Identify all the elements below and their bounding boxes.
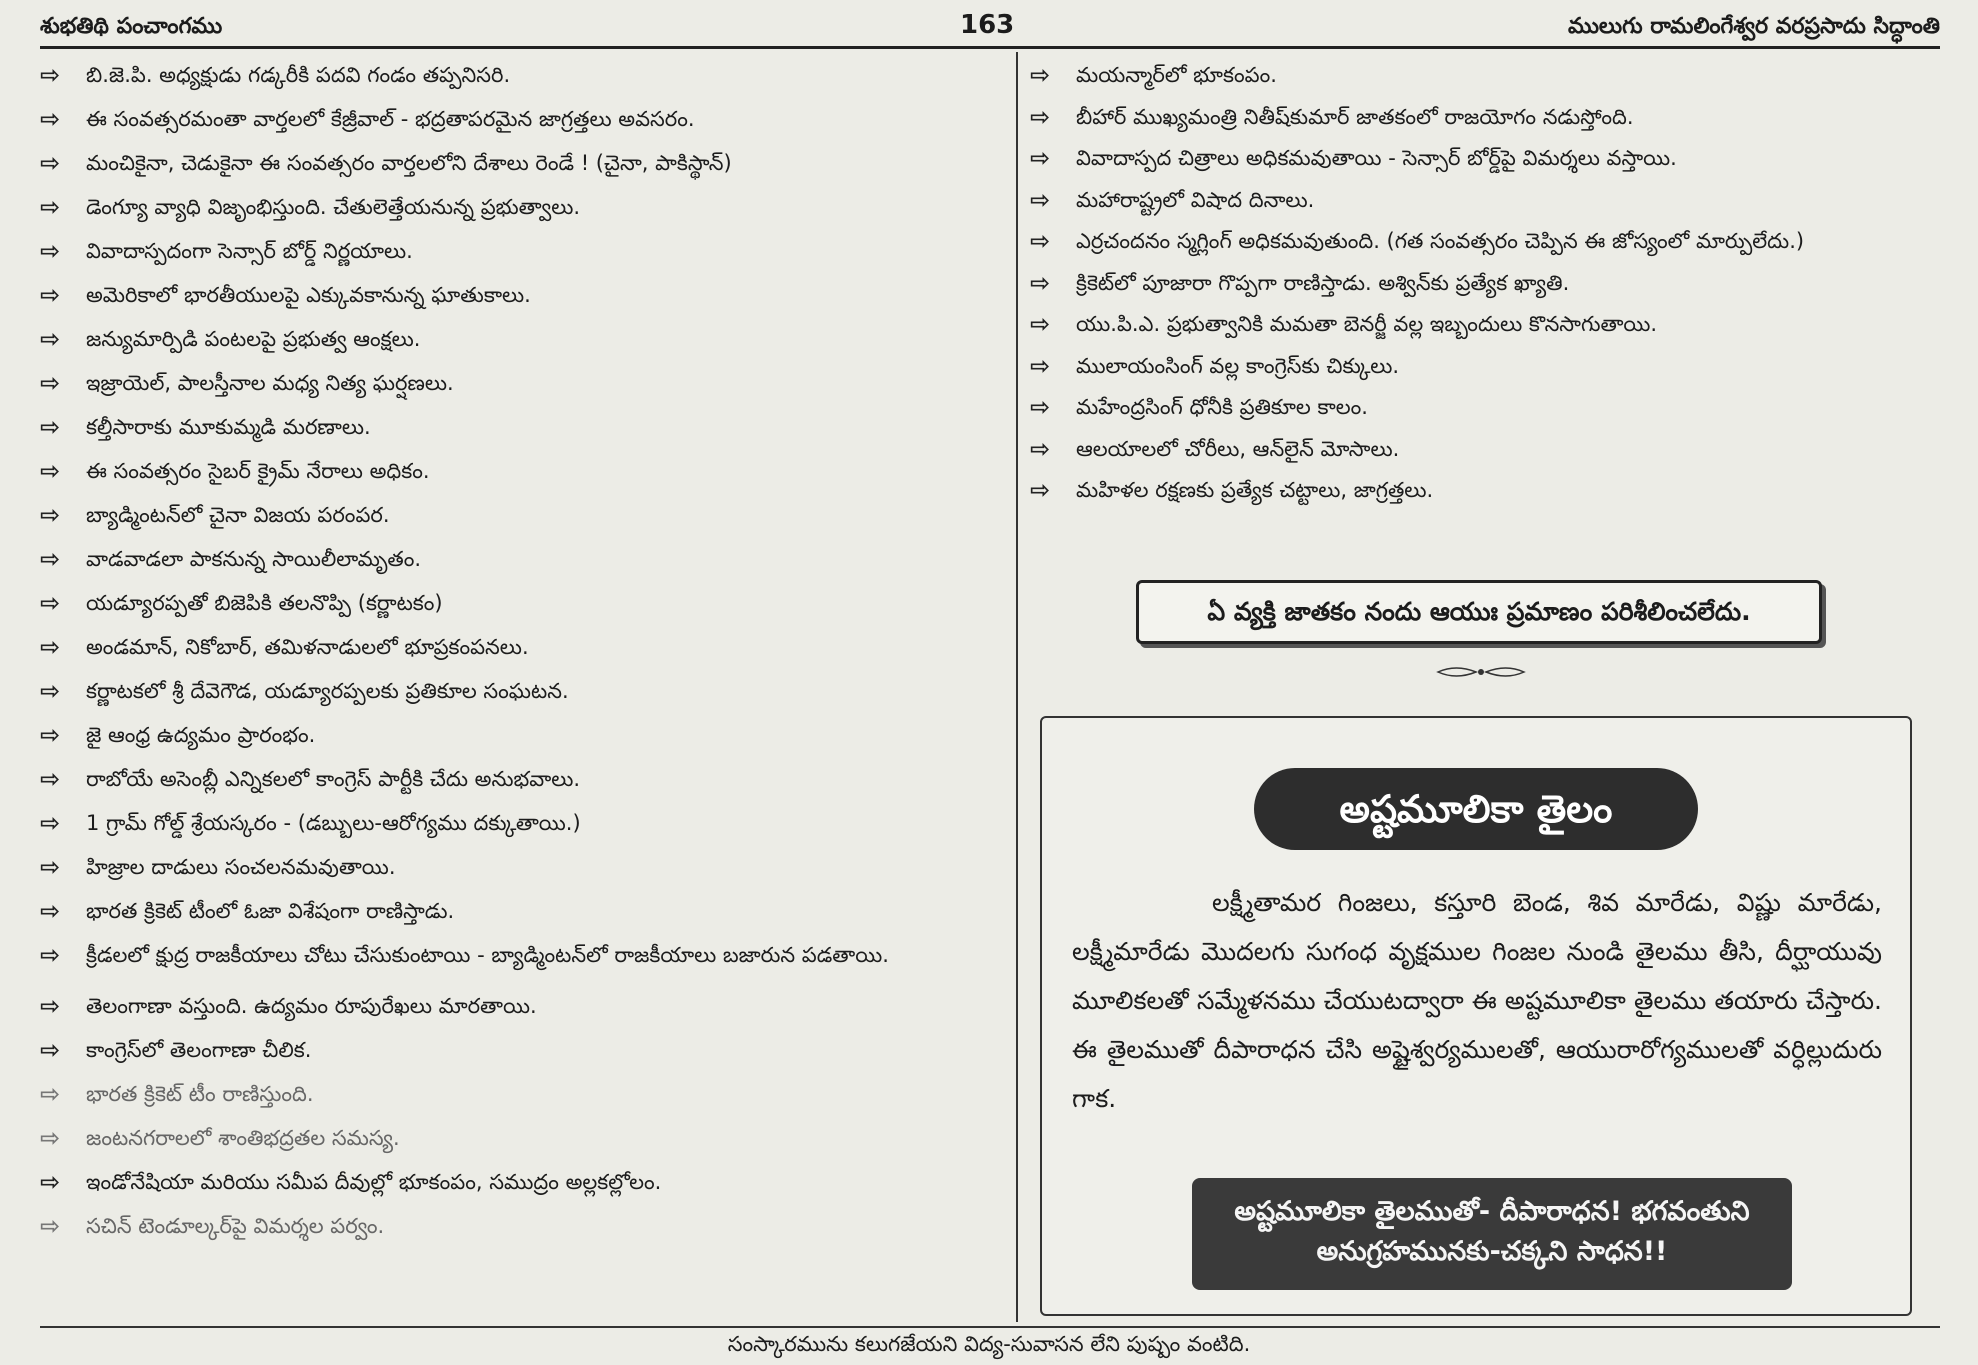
list-item [1030, 477, 1940, 503]
list-item [1030, 394, 1940, 420]
prediction-text: ములాయంసింగ్ వల్ల కాంగ్రెస్‌కు చిక్కులు. [1076, 353, 1400, 378]
arrow-icon: ⇨ [1030, 310, 1051, 338]
footer-quote: సంస్కారమును కలుగజేయని విద్య-సువాసన లేని పుష్పం వంటిది. [727, 1332, 1251, 1356]
arrow-icon: ⇨ [1030, 227, 1051, 255]
arrow-icon: ⇨ [1030, 393, 1051, 421]
list-item [40, 1169, 1000, 1195]
arrow-icon: ⇨ [40, 545, 61, 573]
prediction-text: మయన్మార్‌లో భూకంపం. [1076, 63, 1277, 87]
prediction-text: భారత క్రికెట్ టీం రాణిస్తుంది. [86, 1082, 314, 1106]
list-item [1030, 187, 1940, 213]
prediction-text: మహారాష్ట్రలో విషాద దినాలు. [1076, 187, 1315, 212]
prediction-text: కాంగ్రెస్‌లో తెలంగాణా చీలిక. [86, 1038, 312, 1062]
list-item [40, 854, 1000, 880]
list-item [1030, 228, 1940, 254]
arrow-icon: ⇨ [40, 809, 61, 837]
almanac-title: శుభతిథి పంచాంగము [40, 14, 223, 39]
arrow-icon: ⇨ [40, 633, 61, 661]
arrow-icon: ⇨ [40, 1168, 61, 1196]
list-item [40, 634, 1000, 660]
prediction-text: అండమాన్, నికోబార్, తమిళనాడులలో భూప్రకంపనలు. [86, 635, 529, 659]
arrow-icon: ⇨ [40, 61, 61, 89]
prediction-text: వివాదాస్పదంగా సెన్సార్ బోర్డ్ నిర్ణయాలు. [86, 239, 413, 263]
page-number: 163 [960, 10, 1015, 40]
arrow-icon: ⇨ [1030, 476, 1051, 504]
panel-banner [1192, 1178, 1792, 1290]
list-item [40, 62, 1000, 88]
list-item [1030, 270, 1940, 296]
page-header [40, 10, 1940, 46]
arrow-icon: ⇨ [40, 589, 61, 617]
list-item [40, 590, 1000, 616]
prediction-text: ఈ సంవత్సరం సైబర్ క్రైమ్ నేరాలు అధికం. [86, 459, 430, 483]
prediction-text: జై ఆంధ్ర ఉద్యమం ప్రారంభం. [86, 723, 316, 747]
prediction-text: సచిన్ టెండూల్కర్‌పై విమర్శల పర్వం. [86, 1214, 385, 1238]
prediction-text: అమెరికాలో భారతీయులపై ఎక్కువకానున్న ఘాతుకాలు. [86, 283, 531, 307]
list-item [1030, 353, 1940, 379]
prediction-text: తెలంగాణా వస్తుంది. ఉద్యమం రూపురేఖలు మారతాయి. [86, 994, 537, 1018]
list-item [40, 1125, 1000, 1151]
list-item [40, 898, 1000, 924]
list-item [40, 106, 1000, 132]
list-item [40, 414, 1000, 440]
prediction-text: మహేంద్రసింగ్ ధోనీకి ప్రతికూల కాలం. [1076, 395, 1368, 419]
prediction-text: 1 గ్రామ్ గోల్డ్ శ్రేయస్కరం - (డబ్బులు-ఆరోగ్యము దక్కుతాయి.) [86, 811, 581, 835]
arrow-icon: ⇨ [40, 992, 61, 1020]
arrow-icon: ⇨ [40, 501, 61, 529]
list-item [40, 810, 1000, 836]
list-item [40, 546, 1000, 572]
list-item [40, 722, 1000, 748]
arrow-icon: ⇨ [40, 721, 61, 749]
prediction-text: బ్యాడ్మింటన్‌లో చైనా విజయ పరంపర. [86, 503, 390, 527]
lifespan-note-box: ఏ వ్యక్తి జాతకం నందు ఆయుః ప్రమాణం పరిశీలించలేదు. [1136, 580, 1822, 644]
prediction-text: ఇజ్రాయెల్, పాలస్తీనాల మధ్య నిత్య ఘర్షణలు. [86, 371, 454, 395]
prediction-text: ఎర్రచందనం స్మగ్లింగ్ అధికమవుతుంది. (గత సంవత్సరం చెప్పిన ఈ జోస్యంలో మార్పులేదు.) [1076, 229, 1805, 253]
list-item [40, 370, 1000, 396]
header-divider [40, 46, 1940, 49]
arrow-icon: ⇨ [1030, 434, 1051, 463]
arrow-icon: ⇨ [40, 457, 61, 485]
arrow-icon: ⇨ [1030, 185, 1051, 214]
prediction-text: క్రికెట్‌లో పూజారా గొప్పగా రాణిస్తాడు. అశ్విన్‌కు ప్రత్యేక ఖ్యాతి. [1076, 270, 1570, 295]
arrow-icon: ⇨ [40, 897, 61, 925]
prediction-text: యు.పి.ఎ. ప్రభుత్వానికి మమతా బెనర్జీ వల్ల ఇబ్బందులు కొనసాగుతాయి. [1076, 312, 1658, 336]
prediction-text: జన్యుమార్పిడి పంటలపై ప్రభుత్వ ఆంక్షలు. [86, 327, 421, 351]
list-item [40, 458, 1000, 484]
prediction-text: క్రీడలలో క్షుద్ర రాజకీయాలు చోటు చేసుకుంటాయి - బ్యాడ్మింటన్‌లో రాజకీయాలు బజారున పడతాయి. [86, 943, 889, 967]
list-item [40, 194, 1000, 220]
arrow-icon: ⇨ [40, 765, 61, 793]
prediction-text: భారత క్రికెట్ టీంలో ఓజా విశేషంగా రాణిస్తాడు. [86, 899, 455, 923]
list-item [40, 1081, 1000, 1107]
prediction-text: రాబోయే అసెంబ్లీ ఎన్నికలలో కాంగ్రెస్ పార్టీకి చేదు అనుభవాలు. [86, 767, 581, 791]
prediction-text: కల్తీసారాకు మూకుమ్మడి మరణాలు. [86, 415, 371, 439]
list-item [1030, 104, 1940, 130]
prediction-text: ఇండోనేషియా మరియు సమీప దీవుల్లో భూకంపం, సముద్రం అల్లకల్లోలం. [86, 1170, 662, 1194]
list-item [40, 678, 1000, 704]
banner-line: అష్టమూలికా తైలముతో- దీపారాధన! భగవంతుని [1234, 1196, 1750, 1227]
banner-line: అనుగ్రహమునకు-చక్కని సాధన!! [1316, 1236, 1668, 1267]
arrow-icon: ⇨ [40, 1080, 61, 1108]
list-item [40, 502, 1000, 528]
ashtamoolika-oil-panel [1040, 716, 1912, 1316]
list-item [1030, 145, 1940, 171]
prediction-text: యడ్యూరప్పతో బిజెపికి తలనొప్పి (కర్ణాటకం) [86, 591, 443, 615]
list-item [1030, 62, 1940, 88]
list-item [40, 1213, 1000, 1239]
prediction-text: బి.జె.పి. అధ్యక్షుడు గడ్కరీకి పదవి గండం తప్పనిసరి. [86, 63, 511, 87]
prediction-text: బీహార్ ముఖ్యమంత్రి నితీష్‌కుమార్ జాతకంలో రాజయోగం నడుస్తోంది. [1076, 104, 1634, 129]
arrow-icon: ⇨ [40, 941, 61, 969]
footer-divider [40, 1326, 1940, 1328]
prediction-text: మహిళల రక్షణకు ప్రత్యేక చట్టాలు, జాగ్రత్తలు. [1076, 478, 1434, 502]
arrow-icon: ⇨ [40, 413, 61, 441]
ornament-divider-icon [1436, 662, 1526, 682]
arrow-icon: ⇨ [40, 325, 61, 353]
list-item [40, 150, 1000, 176]
list-item [40, 282, 1000, 308]
list-item [40, 993, 1000, 1019]
list-item [40, 238, 1000, 264]
prediction-text: హిజ్రాల దాడులు సంచలనమవుతాయి. [86, 855, 396, 879]
prediction-text: డెంగ్యూ వ్యాధి విజృంభిస్తుంది. చేతులెత్తేయనున్న ప్రభుత్వాలు. [86, 195, 581, 219]
arrow-icon: ⇨ [40, 1124, 61, 1152]
prediction-text: కర్ణాటకలో శ్రీ దేవెగౌడ, యడ్యూరప్పలకు ప్రతికూల సంఘటన. [86, 679, 569, 703]
list-item [40, 766, 1000, 792]
arrow-icon: ⇨ [40, 105, 61, 133]
arrow-icon: ⇨ [40, 149, 61, 177]
list-item [40, 942, 1000, 975]
arrow-icon: ⇨ [40, 281, 61, 309]
arrow-icon: ⇨ [40, 237, 61, 265]
list-item [40, 326, 1000, 352]
arrow-icon: ⇨ [1030, 61, 1051, 89]
list-item [1030, 311, 1940, 337]
column-divider [1016, 52, 1018, 1322]
prediction-text: వాడవాడలా పాకనున్న సాయిలీలామృతం. [86, 547, 422, 571]
prediction-text: వివాదాస్పద చిత్రాలు అధికమవుతాయి - సెన్సార్ బోర్డ్‌పై విమర్శలు వస్తాయి. [1076, 146, 1677, 170]
left-predictions-column [40, 62, 1000, 1257]
arrow-icon: ⇨ [1030, 351, 1051, 380]
arrow-icon: ⇨ [40, 677, 61, 705]
arrow-icon: ⇨ [40, 369, 61, 397]
author-name: ములుగు రామలింగేశ్వర వరప్రసాదు సిద్ధాంతి [1568, 14, 1940, 39]
arrow-icon: ⇨ [40, 193, 61, 221]
arrow-icon: ⇨ [40, 853, 61, 881]
arrow-icon: ⇨ [1030, 268, 1051, 297]
prediction-text: జంటనగరాలలో శాంతిభద్రతల సమస్య. [86, 1126, 400, 1150]
arrow-icon: ⇨ [40, 1212, 61, 1240]
list-item [1030, 436, 1940, 462]
panel-description: లక్ష్మీతామర గింజలు, కస్తూరి బెండ, శివ మారేడు, విష్ణు మారేడు, లక్ష్మీమారేడు మొదలగు సుగంధ వృక్షముల గింజల నుండి తైలము తీసి, దీర్ఘాయువు మూలికలతో సమ్మేళనము చేయుటద్వారా ఈ అష్టమూలికా తైలము తయారు చేస్తారు. ఈ తైలముతో దీపారాధన చేసి అష్టైశ్వర్యములతో, ఆయురారోగ్యములతో వర్ధిల్లుదురు గాక. [1072, 888, 1882, 1113]
prediction-text: ఈ సంవత్సరమంతా వార్తలలో కేజ్రీవాల్ - భద్రతాపరమైన జాగ్రత్తలు అవసరం. [86, 107, 695, 131]
panel-title: అష్టమూలికా తైలం [1254, 768, 1698, 850]
prediction-text: మంచికైనా, చెడుకైనా ఈ సంవత్సరం వార్తలలోని దేశాలు రెండే ! (చైనా, పాకిస్థాన్) [86, 151, 732, 175]
right-predictions-column [1030, 62, 1940, 519]
prediction-text: ఆలయాలలో చోరీలు, ఆన్‌లైన్ మోసాలు. [1076, 436, 1400, 461]
list-item [40, 1037, 1000, 1063]
arrow-icon: ⇨ [1030, 102, 1051, 131]
arrow-icon: ⇨ [40, 1036, 61, 1064]
arrow-icon: ⇨ [1030, 144, 1051, 172]
